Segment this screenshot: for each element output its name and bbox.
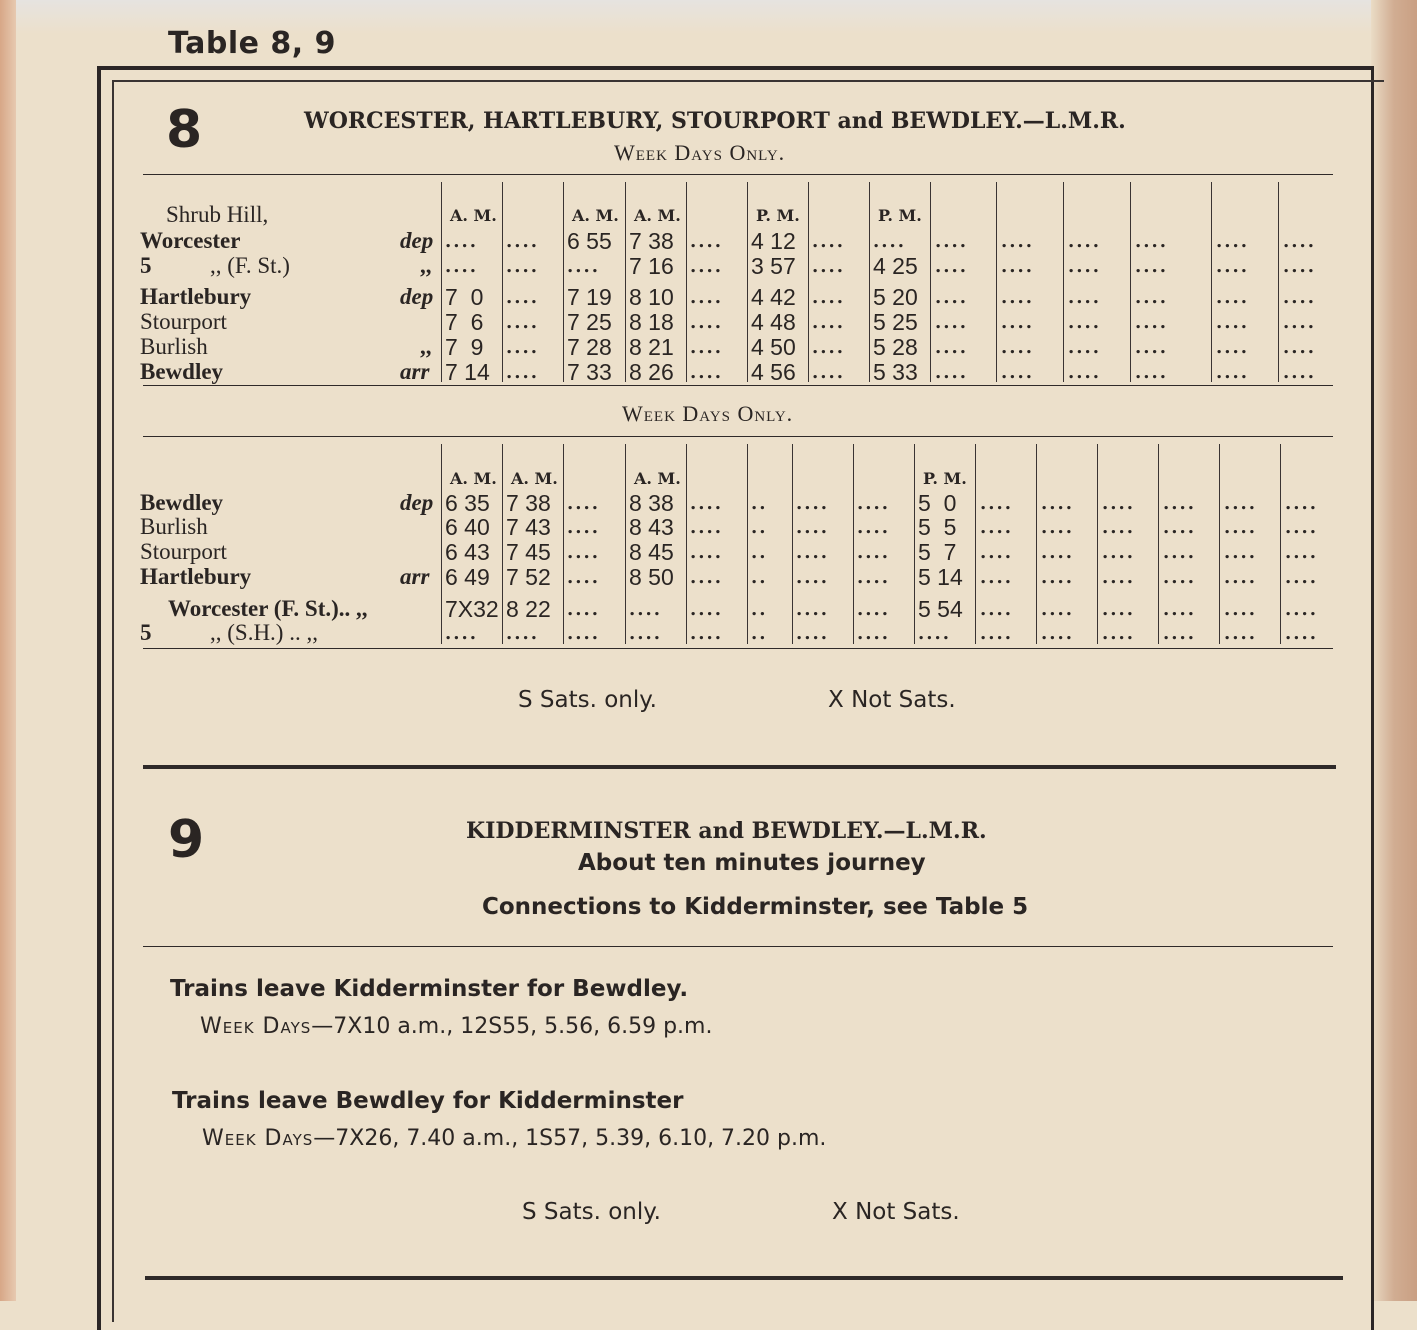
column-rule — [502, 444, 503, 644]
column-rule — [1063, 182, 1064, 382]
column-rule — [869, 182, 870, 382]
time-cell: .... — [445, 623, 479, 644]
column-rule — [996, 182, 997, 382]
time-cell: .... — [506, 256, 540, 277]
table8-rule-mid2 — [143, 436, 1333, 437]
time-cell: .. — [751, 493, 768, 514]
time-cell: .... — [857, 542, 891, 563]
section2-times: —7X26, 7.40 a.m., 1S57, 5.39, 6.10, 7.20 p.m. — [313, 1126, 827, 1151]
empty-cell: .... — [1285, 542, 1319, 563]
empty-cell: .... — [1224, 599, 1258, 620]
time-cell: .. — [751, 517, 768, 538]
station-name — [140, 514, 208, 540]
time-cell: .... — [629, 599, 663, 620]
empty-cell: .... — [1135, 256, 1169, 277]
time-cell: .... — [690, 287, 724, 308]
running-head: Table 8, 9 — [168, 26, 336, 61]
column-rule — [441, 444, 442, 644]
time-cell: 7 38 — [506, 490, 551, 516]
time-cell: .... — [812, 256, 846, 277]
time-cell: .... — [567, 567, 601, 588]
empty-cell: .... — [1283, 287, 1317, 308]
column-rule — [1158, 444, 1159, 644]
station-label: Worcester — [140, 228, 241, 253]
time-cell: .... — [690, 567, 724, 588]
time-cell: 8 21 — [629, 334, 674, 360]
time-cell: 7 9 — [445, 334, 484, 360]
empty-cell: .... — [1216, 337, 1250, 358]
station-name — [140, 334, 208, 360]
time-cell: 7 52 — [506, 564, 551, 590]
time-cell: 6 55 — [567, 228, 612, 254]
table9-section2-times-line — [202, 1126, 826, 1151]
time-cell: .... — [857, 599, 891, 620]
table9-note-sats-only: S Sats. only. — [522, 1199, 661, 1225]
empty-cell: .... — [1041, 599, 1075, 620]
station-label: Stourport — [140, 309, 227, 334]
time-cell: .... — [796, 542, 830, 563]
empty-cell: .... — [1135, 312, 1169, 333]
time-cell: 4 42 — [751, 284, 796, 310]
time-cell: .... — [567, 623, 601, 644]
empty-cell: .... — [1041, 542, 1075, 563]
column-rule — [686, 444, 687, 644]
station-label: Worcester (F. St.).. ,, — [168, 596, 368, 621]
table8-note-not-sats: X Not Sats. — [828, 687, 956, 713]
time-cell: 3 57 — [751, 253, 796, 279]
time-cell: .... — [812, 337, 846, 358]
station-name — [210, 620, 318, 646]
station-suffix: dep — [400, 228, 434, 253]
empty-cell: .... — [980, 623, 1014, 644]
empty-cell: .... — [980, 493, 1014, 514]
time-cell: .... — [690, 256, 724, 277]
time-cell: 7 16 — [629, 253, 674, 279]
empty-cell: .... — [1001, 337, 1035, 358]
time-cell: 6 49 — [445, 564, 490, 590]
column-rule — [1219, 444, 1220, 644]
time-cell: .... — [690, 493, 724, 514]
column-rule — [625, 182, 626, 382]
empty-cell: .... — [1163, 517, 1197, 538]
column-header: A. M. — [450, 206, 497, 225]
station-prefix: 5 — [140, 620, 152, 645]
empty-cell: .... — [1135, 362, 1169, 383]
empty-cell: .... — [1163, 542, 1197, 563]
time-cell: 7 0 — [445, 284, 484, 310]
station-label: Hartlebury — [140, 564, 252, 589]
time-cell: .... — [506, 312, 540, 333]
empty-cell: .... — [1068, 312, 1102, 333]
empty-cell: .... — [1041, 567, 1075, 588]
time-cell: .... — [873, 231, 907, 252]
column-rule — [808, 182, 809, 382]
table9-connections: Connections to Kidderminster, see Table 5 — [482, 894, 1029, 920]
empty-cell: .... — [1216, 287, 1250, 308]
table9-rule — [143, 946, 1333, 947]
empty-cell: .... — [935, 231, 969, 252]
column-header: A. M. — [634, 469, 681, 488]
empty-cell: .... — [1283, 231, 1317, 252]
column-rule — [563, 182, 564, 382]
station-label: Burlish — [140, 514, 208, 539]
column-header: P. M. — [923, 469, 967, 488]
time-cell: .... — [796, 623, 830, 644]
empty-cell: .... — [1216, 256, 1250, 277]
empty-cell: .... — [1135, 337, 1169, 358]
time-cell: .... — [690, 542, 724, 563]
time-cell: .... — [506, 623, 540, 644]
time-cell: .... — [857, 623, 891, 644]
time-cell: 6 40 — [445, 514, 490, 540]
time-cell: 5 28 — [873, 334, 918, 360]
time-cell: 5 33 — [873, 359, 918, 385]
station-suffix: ,, — [420, 253, 432, 278]
station-suffix: arr — [400, 564, 430, 589]
time-cell: 5 7 — [918, 539, 957, 565]
time-cell: 8 10 — [629, 284, 674, 310]
time-cell: .. — [751, 567, 768, 588]
empty-cell: .... — [1285, 517, 1319, 538]
empty-cell: .... — [980, 517, 1014, 538]
time-cell: .. — [751, 623, 768, 644]
time-cell: 7 43 — [506, 514, 551, 540]
station-suffix: dep — [400, 490, 434, 515]
column-rule — [1211, 182, 1212, 382]
empty-cell: .... — [1135, 287, 1169, 308]
time-cell: .... — [918, 623, 952, 644]
time-cell: 8 38 — [629, 490, 674, 516]
table8-title: WORCESTER, HARTLEBURY, STOURPORT and BEWDLEY.—L.M.R. — [304, 108, 1126, 134]
empty-cell: .... — [1224, 623, 1258, 644]
time-cell: .... — [567, 493, 601, 514]
empty-cell: .... — [1216, 231, 1250, 252]
time-cell: 7 19 — [567, 284, 612, 310]
time-cell: 7X32 — [445, 596, 499, 622]
empty-cell: .... — [1102, 493, 1136, 514]
station-label: Hartlebury — [140, 284, 252, 309]
table8-down-subtitle: Week Days Only. — [614, 140, 786, 165]
empty-cell: .... — [1102, 542, 1136, 563]
empty-cell: .... — [1283, 337, 1317, 358]
empty-cell: .... — [935, 256, 969, 277]
empty-cell: .... — [1068, 231, 1102, 252]
column-rule — [853, 444, 854, 644]
column-header: A. M. — [511, 469, 558, 488]
station-label: Stourport — [140, 539, 227, 564]
empty-cell: .... — [1224, 517, 1258, 538]
bottom-divider — [145, 1276, 1343, 1280]
empty-cell: .... — [1068, 287, 1102, 308]
time-cell: 4 48 — [751, 309, 796, 335]
week-days-label: Week Days — [202, 1126, 314, 1151]
table9-title: KIDDERMINSTER and BEWDLEY.—L.M.R. — [466, 818, 987, 844]
empty-cell: .... — [1102, 517, 1136, 538]
time-cell: 8 45 — [629, 539, 674, 565]
column-rule — [686, 182, 687, 382]
empty-cell: .... — [1041, 623, 1075, 644]
table8-rule-mid1 — [143, 385, 1333, 386]
station-name — [140, 228, 240, 254]
column-rule — [1036, 444, 1037, 644]
empty-cell: .... — [1041, 517, 1075, 538]
empty-cell: .... — [1285, 567, 1319, 588]
time-cell: 7 33 — [567, 359, 612, 385]
empty-cell: .... — [1163, 493, 1197, 514]
station-label: Bewdley — [140, 490, 224, 515]
station-label: Burlish — [140, 334, 208, 359]
empty-cell: .... — [1285, 493, 1319, 514]
time-cell: .... — [690, 517, 724, 538]
column-rule — [625, 444, 626, 644]
empty-cell: .... — [1216, 312, 1250, 333]
station-prefix: 5 — [140, 253, 152, 278]
station-prefix: Shrub Hill, — [166, 202, 269, 227]
station-name — [140, 359, 223, 385]
empty-cell: .... — [1285, 599, 1319, 620]
time-cell: .... — [567, 542, 601, 563]
time-cell: .... — [812, 287, 846, 308]
time-cell: 6 43 — [445, 539, 490, 565]
time-cell: 7 6 — [445, 309, 484, 335]
station-name — [140, 284, 251, 310]
column-header: A. M. — [450, 469, 497, 488]
time-cell: 4 25 — [873, 253, 918, 279]
time-cell: .... — [690, 231, 724, 252]
column-header: A. M. — [634, 206, 681, 225]
time-cell: .... — [857, 517, 891, 538]
table9-note-not-sats: X Not Sats. — [832, 1199, 960, 1225]
time-cell: 5 25 — [873, 309, 918, 335]
time-cell: 7 14 — [445, 359, 490, 385]
time-cell: 5 20 — [873, 284, 918, 310]
station-suffix: ,, — [420, 334, 432, 359]
column-header: P. M. — [756, 206, 800, 225]
empty-cell: .... — [1102, 623, 1136, 644]
empty-cell: .... — [1216, 362, 1250, 383]
station-name — [140, 490, 223, 516]
time-cell: 8 43 — [629, 514, 674, 540]
column-header: A. M. — [572, 206, 619, 225]
column-rule — [792, 444, 793, 644]
table8-rule-top — [143, 174, 1333, 175]
column-rule — [930, 182, 931, 382]
table8-up-subtitle: Week Days Only. — [622, 401, 794, 426]
station-label: ,, (F. St.) — [210, 253, 290, 278]
empty-cell: .... — [980, 567, 1014, 588]
table8-number: 8 — [166, 100, 203, 160]
time-cell: 5 14 — [918, 564, 963, 590]
time-cell: .. — [751, 542, 768, 563]
time-cell: .. — [751, 599, 768, 620]
time-cell: .... — [812, 362, 846, 383]
column-rule — [747, 182, 748, 382]
empty-cell: .... — [1283, 362, 1317, 383]
section1-times: —7X10 a.m., 12S55, 5.56, 6.59 p.m. — [311, 1014, 713, 1039]
time-cell: .... — [690, 362, 724, 383]
column-header: P. M. — [878, 206, 922, 225]
table9-number: 9 — [168, 810, 205, 870]
time-cell: 8 26 — [629, 359, 674, 385]
table9-section1-times-line — [200, 1014, 712, 1039]
empty-cell: .... — [980, 599, 1014, 620]
time-cell: .... — [690, 623, 724, 644]
column-rule — [1130, 182, 1131, 382]
empty-cell: .... — [1224, 542, 1258, 563]
column-rule — [914, 444, 915, 644]
time-cell: 8 18 — [629, 309, 674, 335]
empty-cell: .... — [1283, 256, 1317, 277]
empty-cell: .... — [1163, 567, 1197, 588]
empty-cell: .... — [1041, 493, 1075, 514]
station-suffix: dep — [400, 284, 434, 309]
time-cell: .... — [812, 312, 846, 333]
empty-cell: .... — [935, 287, 969, 308]
empty-cell: .... — [1102, 599, 1136, 620]
station-name — [140, 539, 227, 565]
empty-cell: .... — [1163, 623, 1197, 644]
table8-note-sats-only: S Sats. only. — [518, 687, 657, 713]
empty-cell: .... — [1068, 256, 1102, 277]
station-name — [210, 253, 290, 279]
empty-cell: .... — [1283, 312, 1317, 333]
empty-cell: .... — [935, 312, 969, 333]
time-cell: .... — [812, 231, 846, 252]
time-cell: .... — [796, 517, 830, 538]
time-cell: .... — [796, 493, 830, 514]
station-name — [140, 564, 251, 590]
column-rule — [441, 182, 442, 382]
time-cell: 7 38 — [629, 228, 674, 254]
empty-cell: .... — [1001, 231, 1035, 252]
empty-cell: .... — [1224, 493, 1258, 514]
week-days-label: Week Days — [200, 1014, 312, 1039]
empty-cell: .... — [1068, 337, 1102, 358]
column-rule — [1278, 182, 1279, 382]
table9-section2-heading: Trains leave Bewdley for Kidderminster — [172, 1088, 684, 1114]
time-cell: .... — [567, 517, 601, 538]
column-rule — [1097, 444, 1098, 644]
empty-cell: .... — [1068, 362, 1102, 383]
time-cell: .... — [567, 256, 601, 277]
empty-cell: .... — [1135, 231, 1169, 252]
time-cell: .... — [445, 256, 479, 277]
time-cell: 7 45 — [506, 539, 551, 565]
empty-cell: .... — [1224, 567, 1258, 588]
time-cell: .... — [857, 493, 891, 514]
table8-rule-bottom — [143, 648, 1333, 649]
empty-cell: .... — [935, 362, 969, 383]
time-cell: .... — [506, 362, 540, 383]
time-cell: 4 50 — [751, 334, 796, 360]
time-cell: 8 22 — [506, 596, 551, 622]
time-cell: 4 12 — [751, 228, 796, 254]
page-edge-left — [0, 0, 16, 1301]
empty-cell: .... — [980, 542, 1014, 563]
time-cell: .... — [690, 337, 724, 358]
station-suffix: arr — [400, 359, 430, 384]
station-name — [140, 309, 227, 335]
station-label: Bewdley — [140, 359, 224, 384]
time-cell: 5 0 — [918, 490, 957, 516]
time-cell: .... — [445, 231, 479, 252]
time-cell: .... — [506, 287, 540, 308]
time-cell: .... — [629, 623, 663, 644]
time-cell: .... — [690, 599, 724, 620]
time-cell: .... — [857, 567, 891, 588]
empty-cell: .... — [1001, 362, 1035, 383]
column-rule — [563, 444, 564, 644]
empty-cell: .... — [1001, 312, 1035, 333]
time-cell: .... — [506, 337, 540, 358]
station-label: ,, (S.H.) .. ,, — [210, 620, 318, 645]
table9-section1-heading: Trains leave Kidderminster for Bewdley. — [170, 976, 689, 1002]
column-rule — [975, 444, 976, 644]
time-cell: .... — [796, 567, 830, 588]
empty-cell: .... — [1001, 287, 1035, 308]
time-cell: .... — [796, 599, 830, 620]
column-rule — [747, 444, 748, 644]
empty-cell: .... — [1163, 599, 1197, 620]
empty-cell: .... — [935, 337, 969, 358]
column-rule — [502, 182, 503, 382]
time-cell: .... — [506, 231, 540, 252]
time-cell: 8 50 — [629, 564, 674, 590]
empty-cell: .... — [1001, 256, 1035, 277]
time-cell: .... — [690, 312, 724, 333]
table9-subtitle: About ten minutes journey — [578, 850, 926, 876]
section-divider — [143, 765, 1336, 769]
time-cell: 7 25 — [567, 309, 612, 335]
time-cell: .... — [567, 599, 601, 620]
time-cell: 5 5 — [918, 514, 957, 540]
column-rule — [1280, 444, 1281, 644]
station-name — [168, 596, 368, 622]
time-cell: 6 35 — [445, 490, 490, 516]
time-cell: 5 54 — [918, 596, 963, 622]
time-cell: 4 56 — [751, 359, 796, 385]
empty-cell: .... — [1102, 567, 1136, 588]
time-cell: 7 28 — [567, 334, 612, 360]
empty-cell: .... — [1285, 623, 1319, 644]
